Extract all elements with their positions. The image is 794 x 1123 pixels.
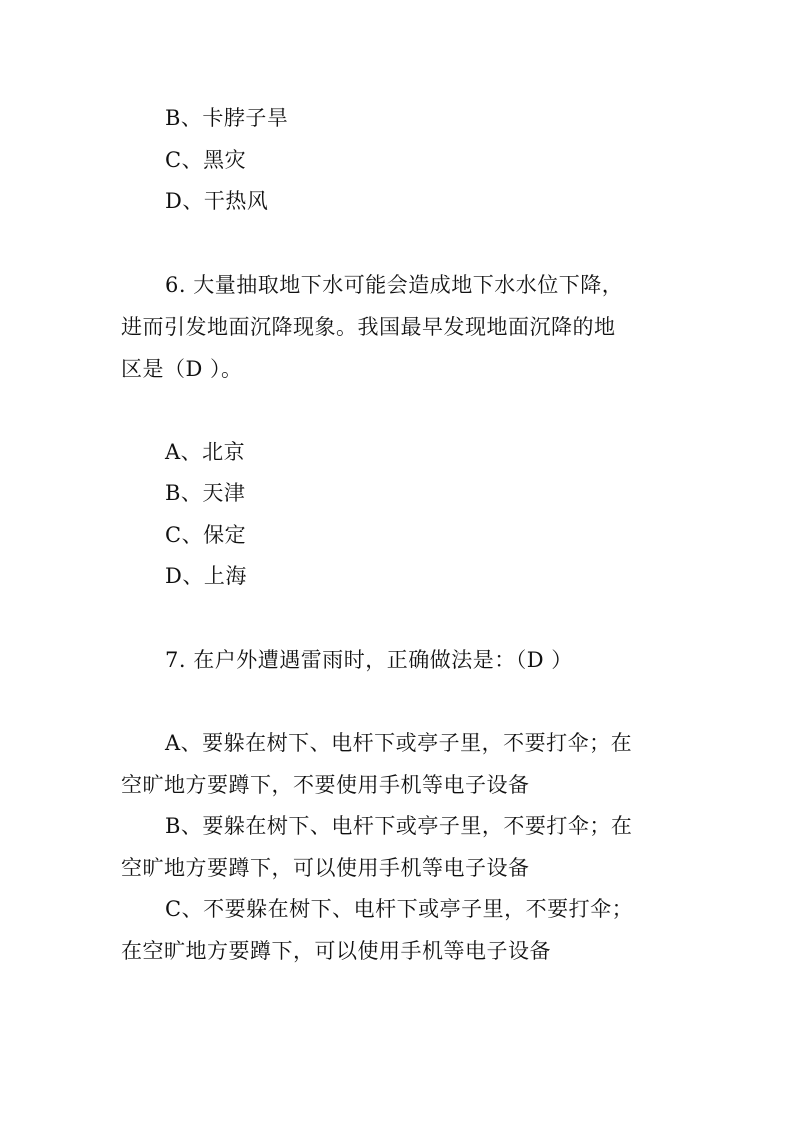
q6-option-b: B、天津 <box>165 481 246 505</box>
q7-stem: 7. 在户外遭遇雷雨时，正确做法是：（D ） <box>165 648 573 672</box>
q7-option-c-line-1: C、不要躲在树下、电杆下或亭子里，不要打伞； <box>165 897 634 921</box>
q6-stem-line-2: 进而引发地面沉降现象。我国最早发现地面沉降的地 <box>121 315 616 339</box>
q7-option-a-line-1: A、要躲在树下、电杆下或亭子里，不要打伞；在 <box>165 731 633 755</box>
q7-option-b-line-2: 空旷地方要蹲下，可以使用手机等电子设备 <box>121 856 530 880</box>
q6-option-c: C、保定 <box>165 523 247 547</box>
q7-option-c-line-2: 在空旷地方要蹲下，可以使用手机等电子设备 <box>121 939 551 963</box>
q5-option-b: B、卡脖子旱 <box>165 106 289 130</box>
q7-option-b-line-1: B、要躲在树下、电杆下或亭子里，不要打伞；在 <box>165 814 633 838</box>
q6-option-a: A、北京 <box>165 440 246 464</box>
q6-stem-line-1: 6. 大量抽取地下水可能会造成地下水水位下降， <box>165 273 624 297</box>
q6-option-d: D、上海 <box>165 564 247 588</box>
q5-option-c: C、黑灾 <box>165 148 247 172</box>
q7-option-a-line-2: 空旷地方要蹲下，不要使用手机等电子设备 <box>121 773 530 797</box>
q5-option-d: D、干热风 <box>165 189 269 213</box>
q6-stem-line-3: 区是（D ）。 <box>121 357 243 381</box>
